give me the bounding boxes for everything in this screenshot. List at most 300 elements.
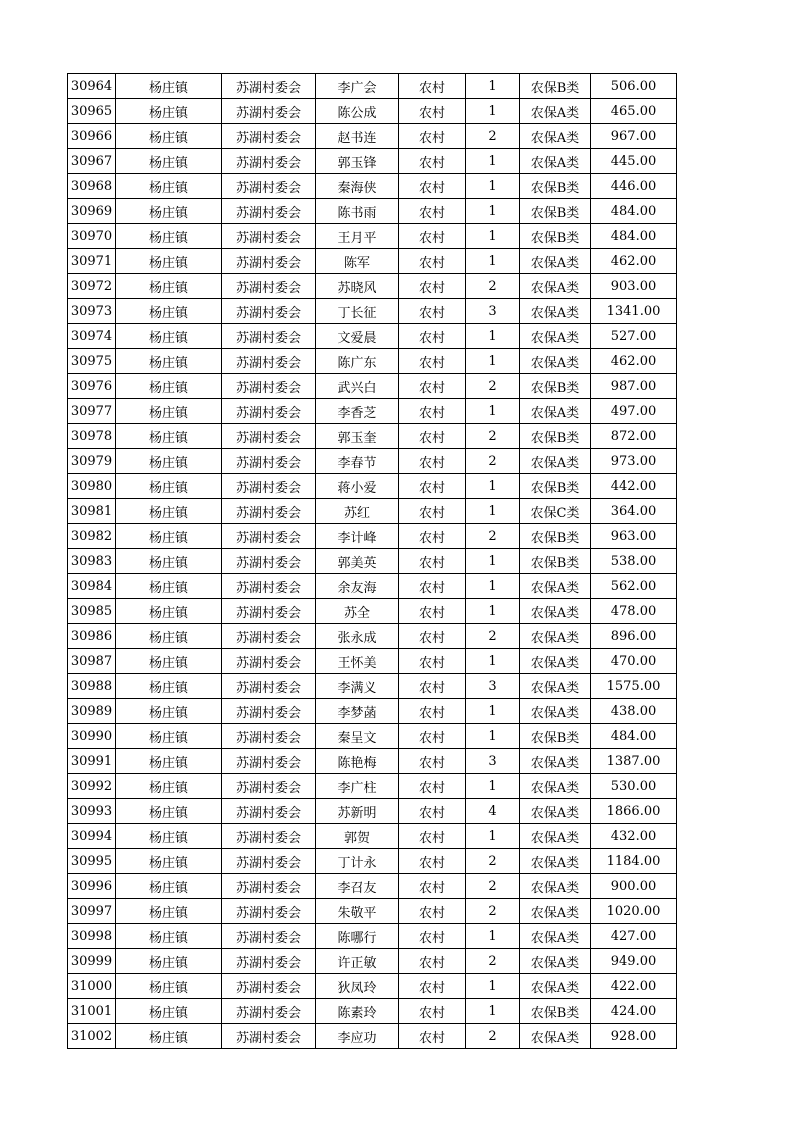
town-cell: 杨庄镇: [116, 824, 222, 849]
area-type-cell: 农村: [399, 899, 466, 924]
name-cell: 蒋小爱: [316, 474, 399, 499]
category-cell: 农保B类: [520, 549, 591, 574]
village-cell: 苏湖村委会: [222, 724, 316, 749]
village-cell: 苏湖村委会: [222, 449, 316, 474]
village-cell: 苏湖村委会: [222, 324, 316, 349]
amount-cell: 462.00: [591, 249, 677, 274]
village-cell: 苏湖村委会: [222, 424, 316, 449]
category-cell: 农保A类: [520, 924, 591, 949]
name-cell: 李广会: [316, 74, 399, 99]
area-type-cell: 农村: [399, 324, 466, 349]
table-row: [68, 449, 677, 474]
category-cell: 农保A类: [520, 124, 591, 149]
table-row: [68, 699, 677, 724]
count-cell: 1: [466, 349, 520, 374]
town-cell: 杨庄镇: [116, 849, 222, 874]
category-cell: 农保C类: [520, 499, 591, 524]
area-type-cell: 农村: [399, 499, 466, 524]
town-cell: 杨庄镇: [116, 274, 222, 299]
area-type-cell: 农村: [399, 824, 466, 849]
area-type-cell: 农村: [399, 149, 466, 174]
area-type-cell: 农村: [399, 749, 466, 774]
name-cell: 李梦菡: [316, 699, 399, 724]
table-row: [68, 574, 677, 599]
area-type-cell: 农村: [399, 799, 466, 824]
village-cell: 苏湖村委会: [222, 274, 316, 299]
name-cell: 李春节: [316, 449, 399, 474]
table-row: [68, 774, 677, 799]
area-type-cell: 农村: [399, 674, 466, 699]
village-cell: 苏湖村委会: [222, 949, 316, 974]
village-cell: 苏湖村委会: [222, 699, 316, 724]
town-cell: 杨庄镇: [116, 574, 222, 599]
amount-cell: 538.00: [591, 549, 677, 574]
row-id-cell: 30981: [68, 499, 116, 524]
row-id-cell: 30980: [68, 474, 116, 499]
count-cell: 2: [466, 524, 520, 549]
name-cell: 李计峰: [316, 524, 399, 549]
table-row: [68, 199, 677, 224]
category-cell: 农保A类: [520, 99, 591, 124]
village-cell: 苏湖村委会: [222, 199, 316, 224]
count-cell: 1: [466, 999, 520, 1024]
table-row: [68, 499, 677, 524]
name-cell: 李广柱: [316, 774, 399, 799]
village-cell: 苏湖村委会: [222, 299, 316, 324]
name-cell: 赵书连: [316, 124, 399, 149]
amount-cell: 432.00: [591, 824, 677, 849]
table-row: [68, 724, 677, 749]
village-cell: 苏湖村委会: [222, 399, 316, 424]
town-cell: 杨庄镇: [116, 399, 222, 424]
table-row: [68, 249, 677, 274]
amount-cell: 465.00: [591, 99, 677, 124]
area-type-cell: 农村: [399, 724, 466, 749]
category-cell: 农保B类: [520, 474, 591, 499]
count-cell: 1: [466, 974, 520, 999]
row-id-cell: 30983: [68, 549, 116, 574]
name-cell: 丁长征: [316, 299, 399, 324]
table-row: [68, 224, 677, 249]
row-id-cell: 30993: [68, 799, 116, 824]
category-cell: 农保A类: [520, 874, 591, 899]
row-id-cell: 30967: [68, 149, 116, 174]
area-type-cell: 农村: [399, 274, 466, 299]
name-cell: 王月平: [316, 224, 399, 249]
table-row: [68, 424, 677, 449]
count-cell: 1: [466, 224, 520, 249]
town-cell: 杨庄镇: [116, 299, 222, 324]
row-id-cell: 30997: [68, 899, 116, 924]
count-cell: 2: [466, 849, 520, 874]
area-type-cell: 农村: [399, 874, 466, 899]
town-cell: 杨庄镇: [116, 174, 222, 199]
row-id-cell: 30985: [68, 599, 116, 624]
row-id-cell: 30986: [68, 624, 116, 649]
town-cell: 杨庄镇: [116, 899, 222, 924]
category-cell: 农保B类: [520, 999, 591, 1024]
name-cell: 苏晓风: [316, 274, 399, 299]
count-cell: 2: [466, 374, 520, 399]
area-type-cell: 农村: [399, 174, 466, 199]
town-cell: 杨庄镇: [116, 1024, 222, 1049]
table-row: [68, 549, 677, 574]
row-id-cell: 30991: [68, 749, 116, 774]
data-table: [67, 73, 677, 1049]
count-cell: 3: [466, 749, 520, 774]
table-row: [68, 399, 677, 424]
amount-cell: 896.00: [591, 624, 677, 649]
amount-cell: 1341.00: [591, 299, 677, 324]
area-type-cell: 农村: [399, 599, 466, 624]
village-cell: 苏湖村委会: [222, 249, 316, 274]
category-cell: 农保A类: [520, 649, 591, 674]
village-cell: 苏湖村委会: [222, 74, 316, 99]
category-cell: 农保A类: [520, 949, 591, 974]
category-cell: 农保A类: [520, 824, 591, 849]
row-id-cell: 30971: [68, 249, 116, 274]
amount-cell: 497.00: [591, 399, 677, 424]
table-row: [68, 274, 677, 299]
name-cell: 苏新明: [316, 799, 399, 824]
row-id-cell: 30998: [68, 924, 116, 949]
village-cell: 苏湖村委会: [222, 224, 316, 249]
table-row: [68, 799, 677, 824]
category-cell: 农保A类: [520, 699, 591, 724]
amount-cell: 949.00: [591, 949, 677, 974]
amount-cell: 872.00: [591, 424, 677, 449]
area-type-cell: 农村: [399, 524, 466, 549]
count-cell: 1: [466, 74, 520, 99]
town-cell: 杨庄镇: [116, 149, 222, 174]
category-cell: 农保A类: [520, 399, 591, 424]
name-cell: 陈书雨: [316, 199, 399, 224]
count-cell: 2: [466, 449, 520, 474]
count-cell: 3: [466, 299, 520, 324]
category-cell: 农保A类: [520, 1024, 591, 1049]
count-cell: 1: [466, 199, 520, 224]
row-id-cell: 30982: [68, 524, 116, 549]
count-cell: 2: [466, 124, 520, 149]
town-cell: 杨庄镇: [116, 249, 222, 274]
amount-cell: 506.00: [591, 74, 677, 99]
area-type-cell: 农村: [399, 699, 466, 724]
amount-cell: 973.00: [591, 449, 677, 474]
area-type-cell: 农村: [399, 774, 466, 799]
name-cell: 陈哪行: [316, 924, 399, 949]
area-type-cell: 农村: [399, 949, 466, 974]
table-row: [68, 99, 677, 124]
amount-cell: 963.00: [591, 524, 677, 549]
name-cell: 李应功: [316, 1024, 399, 1049]
name-cell: 苏红: [316, 499, 399, 524]
row-id-cell: 30984: [68, 574, 116, 599]
village-cell: 苏湖村委会: [222, 499, 316, 524]
row-id-cell: 30988: [68, 674, 116, 699]
town-cell: 杨庄镇: [116, 549, 222, 574]
category-cell: 农保A类: [520, 324, 591, 349]
category-cell: 农保A类: [520, 299, 591, 324]
amount-cell: 478.00: [591, 599, 677, 624]
area-type-cell: 农村: [399, 99, 466, 124]
table-row: [68, 349, 677, 374]
village-cell: 苏湖村委会: [222, 599, 316, 624]
table-row: [68, 599, 677, 624]
amount-cell: 462.00: [591, 349, 677, 374]
area-type-cell: 农村: [399, 299, 466, 324]
amount-cell: 427.00: [591, 924, 677, 949]
village-cell: 苏湖村委会: [222, 874, 316, 899]
category-cell: 农保A类: [520, 274, 591, 299]
category-cell: 农保A类: [520, 674, 591, 699]
area-type-cell: 农村: [399, 124, 466, 149]
amount-cell: 530.00: [591, 774, 677, 799]
village-cell: 苏湖村委会: [222, 124, 316, 149]
row-id-cell: 30992: [68, 774, 116, 799]
amount-cell: 445.00: [591, 149, 677, 174]
amount-cell: 903.00: [591, 274, 677, 299]
row-id-cell: 30964: [68, 74, 116, 99]
row-id-cell: 30965: [68, 99, 116, 124]
name-cell: 秦海侠: [316, 174, 399, 199]
name-cell: 郭美英: [316, 549, 399, 574]
row-id-cell: 30999: [68, 949, 116, 974]
category-cell: 农保B类: [520, 724, 591, 749]
table-row: [68, 749, 677, 774]
category-cell: 农保B类: [520, 424, 591, 449]
category-cell: 农保A类: [520, 624, 591, 649]
category-cell: 农保A类: [520, 349, 591, 374]
amount-cell: 446.00: [591, 174, 677, 199]
amount-cell: 527.00: [591, 324, 677, 349]
village-cell: 苏湖村委会: [222, 374, 316, 399]
amount-cell: 987.00: [591, 374, 677, 399]
count-cell: 1: [466, 474, 520, 499]
amount-cell: 967.00: [591, 124, 677, 149]
count-cell: 1: [466, 824, 520, 849]
village-cell: 苏湖村委会: [222, 624, 316, 649]
table-row: [68, 824, 677, 849]
name-cell: 李召友: [316, 874, 399, 899]
row-id-cell: 30977: [68, 399, 116, 424]
category-cell: 农保A类: [520, 974, 591, 999]
village-cell: 苏湖村委会: [222, 774, 316, 799]
name-cell: 朱敬平: [316, 899, 399, 924]
category-cell: 农保A类: [520, 249, 591, 274]
town-cell: 杨庄镇: [116, 724, 222, 749]
town-cell: 杨庄镇: [116, 924, 222, 949]
row-id-cell: 30995: [68, 849, 116, 874]
town-cell: 杨庄镇: [116, 349, 222, 374]
name-cell: 陈素玲: [316, 999, 399, 1024]
count-cell: 1: [466, 924, 520, 949]
village-cell: 苏湖村委会: [222, 999, 316, 1024]
area-type-cell: 农村: [399, 399, 466, 424]
name-cell: 陈公成: [316, 99, 399, 124]
amount-cell: 1387.00: [591, 749, 677, 774]
name-cell: 郭贺: [316, 824, 399, 849]
town-cell: 杨庄镇: [116, 799, 222, 824]
row-id-cell: 31000: [68, 974, 116, 999]
area-type-cell: 农村: [399, 74, 466, 99]
table-row: [68, 849, 677, 874]
area-type-cell: 农村: [399, 374, 466, 399]
name-cell: 武兴白: [316, 374, 399, 399]
town-cell: 杨庄镇: [116, 699, 222, 724]
count-cell: 1: [466, 324, 520, 349]
table-row: [68, 1024, 677, 1049]
count-cell: 1: [466, 774, 520, 799]
village-cell: 苏湖村委会: [222, 899, 316, 924]
town-cell: 杨庄镇: [116, 524, 222, 549]
name-cell: 陈艳梅: [316, 749, 399, 774]
name-cell: 李香芝: [316, 399, 399, 424]
row-id-cell: 31002: [68, 1024, 116, 1049]
category-cell: 农保B类: [520, 374, 591, 399]
table-row: [68, 524, 677, 549]
amount-cell: 364.00: [591, 499, 677, 524]
amount-cell: 470.00: [591, 649, 677, 674]
category-cell: 农保A类: [520, 599, 591, 624]
table-row: [68, 974, 677, 999]
name-cell: 文爱晨: [316, 324, 399, 349]
count-cell: 2: [466, 874, 520, 899]
count-cell: 2: [466, 949, 520, 974]
table-row: [68, 74, 677, 99]
name-cell: 苏全: [316, 599, 399, 624]
town-cell: 杨庄镇: [116, 999, 222, 1024]
count-cell: 3: [466, 674, 520, 699]
table-row: [68, 124, 677, 149]
count-cell: 2: [466, 624, 520, 649]
row-id-cell: 30970: [68, 224, 116, 249]
row-id-cell: 30989: [68, 699, 116, 724]
row-id-cell: 30973: [68, 299, 116, 324]
village-cell: 苏湖村委会: [222, 824, 316, 849]
town-cell: 杨庄镇: [116, 674, 222, 699]
area-type-cell: 农村: [399, 999, 466, 1024]
area-type-cell: 农村: [399, 349, 466, 374]
row-id-cell: 30994: [68, 824, 116, 849]
area-type-cell: 农村: [399, 649, 466, 674]
amount-cell: 1575.00: [591, 674, 677, 699]
row-id-cell: 30975: [68, 349, 116, 374]
category-cell: 农保A类: [520, 899, 591, 924]
row-id-cell: 30974: [68, 324, 116, 349]
amount-cell: 424.00: [591, 999, 677, 1024]
village-cell: 苏湖村委会: [222, 799, 316, 824]
name-cell: 陈军: [316, 249, 399, 274]
area-type-cell: 农村: [399, 849, 466, 874]
count-cell: 1: [466, 599, 520, 624]
table-row: [68, 149, 677, 174]
table-row: [68, 299, 677, 324]
category-cell: 农保A类: [520, 149, 591, 174]
area-type-cell: 农村: [399, 924, 466, 949]
count-cell: 2: [466, 1024, 520, 1049]
village-cell: 苏湖村委会: [222, 674, 316, 699]
village-cell: 苏湖村委会: [222, 749, 316, 774]
name-cell: 陈广东: [316, 349, 399, 374]
row-id-cell: 30966: [68, 124, 116, 149]
count-cell: 1: [466, 724, 520, 749]
category-cell: 农保A类: [520, 849, 591, 874]
area-type-cell: 农村: [399, 1024, 466, 1049]
row-id-cell: 30996: [68, 874, 116, 899]
name-cell: 李满义: [316, 674, 399, 699]
town-cell: 杨庄镇: [116, 974, 222, 999]
amount-cell: 484.00: [591, 199, 677, 224]
count-cell: 1: [466, 549, 520, 574]
village-cell: 苏湖村委会: [222, 99, 316, 124]
table-row: [68, 374, 677, 399]
category-cell: 农保A类: [520, 574, 591, 599]
count-cell: 1: [466, 174, 520, 199]
count-cell: 1: [466, 249, 520, 274]
count-cell: 1: [466, 574, 520, 599]
area-type-cell: 农村: [399, 549, 466, 574]
town-cell: 杨庄镇: [116, 949, 222, 974]
table-row: [68, 324, 677, 349]
town-cell: 杨庄镇: [116, 324, 222, 349]
category-cell: 农保A类: [520, 749, 591, 774]
area-type-cell: 农村: [399, 249, 466, 274]
category-cell: 农保B类: [520, 74, 591, 99]
count-cell: 1: [466, 99, 520, 124]
category-cell: 农保A类: [520, 449, 591, 474]
village-cell: 苏湖村委会: [222, 174, 316, 199]
town-cell: 杨庄镇: [116, 199, 222, 224]
town-cell: 杨庄镇: [116, 424, 222, 449]
row-id-cell: 30976: [68, 374, 116, 399]
row-id-cell: 30979: [68, 449, 116, 474]
count-cell: 1: [466, 649, 520, 674]
town-cell: 杨庄镇: [116, 774, 222, 799]
area-type-cell: 农村: [399, 574, 466, 599]
amount-cell: 484.00: [591, 724, 677, 749]
category-cell: 农保B类: [520, 224, 591, 249]
village-cell: 苏湖村委会: [222, 349, 316, 374]
table-row: [68, 899, 677, 924]
town-cell: 杨庄镇: [116, 599, 222, 624]
town-cell: 杨庄镇: [116, 649, 222, 674]
table-row: [68, 649, 677, 674]
town-cell: 杨庄镇: [116, 74, 222, 99]
village-cell: 苏湖村委会: [222, 549, 316, 574]
row-id-cell: 30990: [68, 724, 116, 749]
village-cell: 苏湖村委会: [222, 574, 316, 599]
table-row: [68, 624, 677, 649]
table-row: [68, 874, 677, 899]
town-cell: 杨庄镇: [116, 224, 222, 249]
village-cell: 苏湖村委会: [222, 924, 316, 949]
name-cell: 丁计永: [316, 849, 399, 874]
village-cell: 苏湖村委会: [222, 1024, 316, 1049]
amount-cell: 900.00: [591, 874, 677, 899]
town-cell: 杨庄镇: [116, 874, 222, 899]
name-cell: 秦呈文: [316, 724, 399, 749]
amount-cell: 1866.00: [591, 799, 677, 824]
name-cell: 王怀美: [316, 649, 399, 674]
category-cell: 农保A类: [520, 774, 591, 799]
village-cell: 苏湖村委会: [222, 649, 316, 674]
name-cell: 狄凤玲: [316, 974, 399, 999]
village-cell: 苏湖村委会: [222, 974, 316, 999]
row-id-cell: 30968: [68, 174, 116, 199]
table-row: [68, 949, 677, 974]
town-cell: 杨庄镇: [116, 499, 222, 524]
count-cell: 2: [466, 424, 520, 449]
